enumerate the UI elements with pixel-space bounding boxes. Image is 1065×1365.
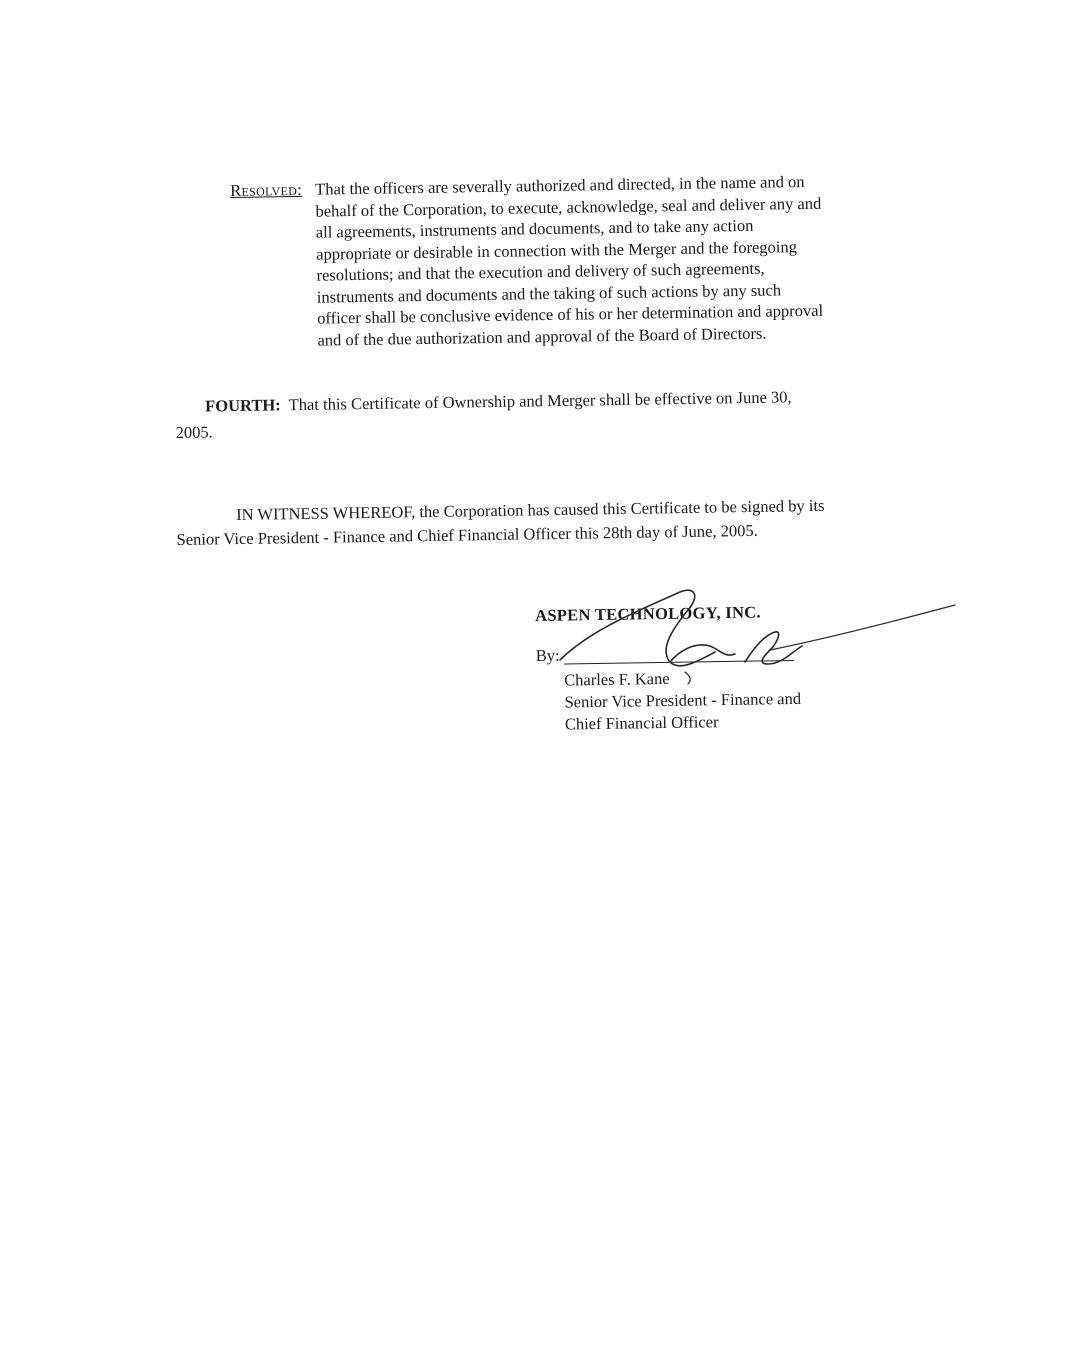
- resolved-line: resolutions; and that the execution and delivery of such agreements,: [316, 258, 765, 285]
- witness-paragraph: [176, 493, 897, 552]
- resolved-line: That the officers are severally authorized and directed, in the name and on: [315, 171, 805, 199]
- signer-name: Charles F. Kane: [564, 668, 670, 690]
- resolved-line: behalf of the Corporation, to execute, acknowledge, seal and deliver any and: [315, 193, 822, 221]
- resolved-line: all agreements, instruments and documents, and to take any action: [315, 215, 754, 242]
- witness-line-2: Senior Vice President - Finance and Chief Financial Officer this 28th day of June, 2005.: [176, 520, 758, 549]
- signature-block: [535, 599, 957, 736]
- resolved-line: officer shall be conclusive evidence of his or her determination and approval: [317, 300, 824, 328]
- resolved-line: instruments and documents and the taking of such actions by any such: [316, 279, 782, 307]
- fourth-label: FOURTH:: [205, 395, 281, 416]
- resolved-line: appropriate or desirable in connection with the Merger and the foregoing: [316, 236, 798, 264]
- signature-line: [564, 660, 794, 665]
- by-label: By:: [535, 645, 560, 665]
- fourth-text: That this Certificate of Ownership and Merger shall be effective on June 30,: [288, 387, 792, 415]
- signer-title-line-1: Senior Vice President - Finance and: [564, 688, 802, 712]
- resolved-label: Resolved:: [230, 179, 303, 200]
- resolved-text: [315, 170, 893, 351]
- witness-line-1: IN WITNESS WHEREOF, the Corporation has caused this Certificate to be signed by its: [236, 495, 825, 525]
- fourth-paragraph: [175, 383, 876, 446]
- signer-title-line-2: Chief Financial Officer: [564, 712, 719, 734]
- resolved-line: and of the due authorization and approval of the Board of Directors.: [317, 323, 767, 350]
- fourth-line-2: 2005.: [175, 422, 213, 442]
- by-row: [536, 639, 956, 666]
- company-name: ASPEN TECHNOLOGY, INC.: [535, 602, 762, 625]
- resolved-paragraph: [230, 170, 893, 352]
- signer-info: [564, 663, 957, 735]
